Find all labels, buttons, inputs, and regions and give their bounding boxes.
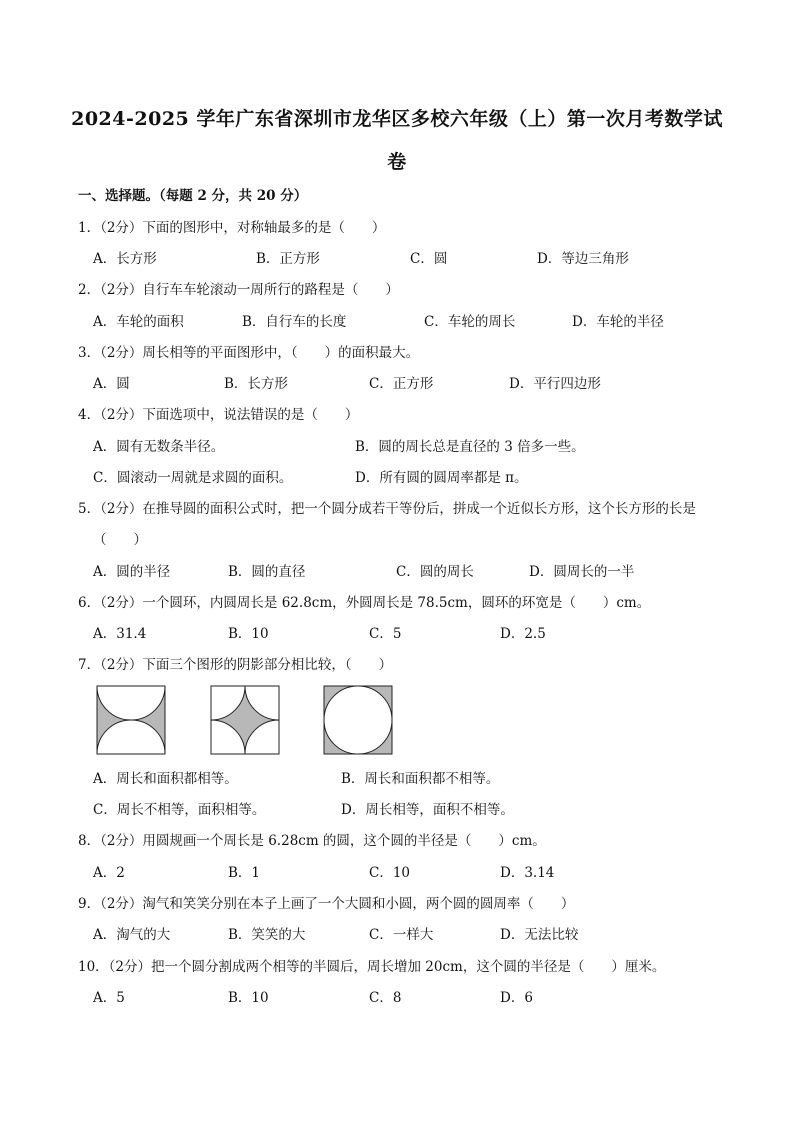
question-8-option-b[interactable]: B．1 [228,865,261,881]
exam-title-line-2: 卷 [387,151,407,173]
question-6-option-d[interactable]: D．2.5 [500,626,546,642]
question-7-figure-2 [210,685,280,755]
question-3-option-d[interactable]: D．平行四边形 [509,376,601,392]
question-10-option-a[interactable]: A．5 [93,990,125,1006]
question-4-option-d[interactable]: D．所有圆的圆周率都是 π。 [355,470,528,486]
question-7-option-a[interactable]: A．周长和面积都相等。 [93,771,238,787]
question-2-stem: 2．（2分）自行车车轮滚动一周所行的路程是（ ） [78,282,399,298]
question-5-option-a[interactable]: A．圆的半径 [93,564,171,580]
question-5-option-d[interactable]: D．圆周长的一半 [529,564,635,580]
question-8-option-c[interactable]: C．10 [369,865,411,881]
question-8-option-d[interactable]: D．3.14 [500,865,555,881]
question-2-option-c[interactable]: C．车轮的周长 [424,314,516,330]
exam-title-line-1: 2024-2025 学年广东省深圳市龙华区多校六年级（上）第一次月考数学试 [71,108,723,130]
question-3-option-a[interactable]: A．圆 [93,376,130,392]
question-2-option-a[interactable]: A．车轮的面积 [93,314,184,330]
question-2-option-d[interactable]: D．车轮的半径 [572,314,664,330]
question-9-option-b[interactable]: B．笑笑的大 [228,927,306,943]
question-1-option-d[interactable]: D．等边三角形 [537,251,629,267]
question-7-option-b[interactable]: B．周长和面积都不相等。 [341,771,500,787]
question-3-stem: 3．（2分）周长相等的平面图形中，（ ）的面积最大。 [78,345,420,361]
question-4-stem: 4．（2分）下面选项中，说法错误的是（ ） [78,407,359,423]
question-5-stem-continued: （ ） [93,532,147,548]
question-8-option-a[interactable]: A．2 [93,865,125,881]
question-1-option-a[interactable]: A．长方形 [93,251,157,267]
section-heading: 一、选择题。（每题 2 分，共 20 分） [78,188,308,204]
question-10-option-c[interactable]: C．8 [369,990,402,1006]
question-2-option-b[interactable]: B．自行车的长度 [242,314,347,330]
question-9-option-c[interactable]: C．一样大 [369,927,434,943]
question-9-stem: 9．（2分）淘气和笑笑分别在本子上画了一个大圆和小圆，两个圆的圆周率（ ） [78,896,575,912]
question-4-option-c[interactable]: C．圆滚动一周就是求圆的面积。 [93,470,293,486]
question-7-figure-1 [96,685,166,755]
question-9-option-d[interactable]: D．无法比较 [500,927,579,943]
question-5-option-c[interactable]: C．圆的周长 [396,564,474,580]
question-9-option-a[interactable]: A．淘气的大 [93,927,171,943]
question-6-option-b[interactable]: B．10 [228,626,269,642]
question-1-option-c[interactable]: C．圆 [410,251,448,267]
figure-3-inscribed-circle [324,686,392,754]
question-10-option-b[interactable]: B．10 [228,990,269,1006]
question-4-option-b[interactable]: B．圆的周长总是直径的 3 倍多一些。 [355,439,585,455]
question-10-stem: 10．（2分）把一个圆分割成两个相等的半圆后，周长增加 20cm，这个圆的半径是（ ）厘米。 [78,959,666,975]
question-7-figure-3 [323,685,393,755]
question-3-option-b[interactable]: B．长方形 [224,376,288,392]
question-3-option-c[interactable]: C．正方形 [369,376,434,392]
question-7-stem: 7．（2分）下面三个图形的阴影部分相比较，（ ） [78,657,393,673]
question-5-stem: 5．（2分）在推导圆的面积公式时，把一个圆分成若干等份后，拼成一个近似长方形，这个长方形的长是 [78,501,696,517]
question-6-stem: 6．（2分）一个圆环，内圆周长是 62.8cm，外圆周长是 78.5cm，圆环的环宽是（ ）cm。 [78,595,651,611]
question-6-option-c[interactable]: C．5 [369,626,402,642]
question-5-option-b[interactable]: B．圆的直径 [228,564,306,580]
question-8-stem: 8．（2分）用圆规画一个周长是 6.28cm 的圆，这个圆的半径是（ ）cm。 [78,833,546,849]
question-1-option-b[interactable]: B．正方形 [256,251,320,267]
question-10-option-d[interactable]: D．6 [500,990,533,1006]
question-4-option-a[interactable]: A．圆有无数条半径。 [93,439,225,455]
question-7-option-d[interactable]: D．周长相等，面积不相等。 [341,802,514,818]
question-1-stem: 1．（2分）下面的图形中，对称轴最多的是（ ） [78,220,386,236]
question-7-option-c[interactable]: C．周长不相等，面积相等。 [93,802,266,818]
question-6-option-a[interactable]: A．31.4 [93,626,147,642]
